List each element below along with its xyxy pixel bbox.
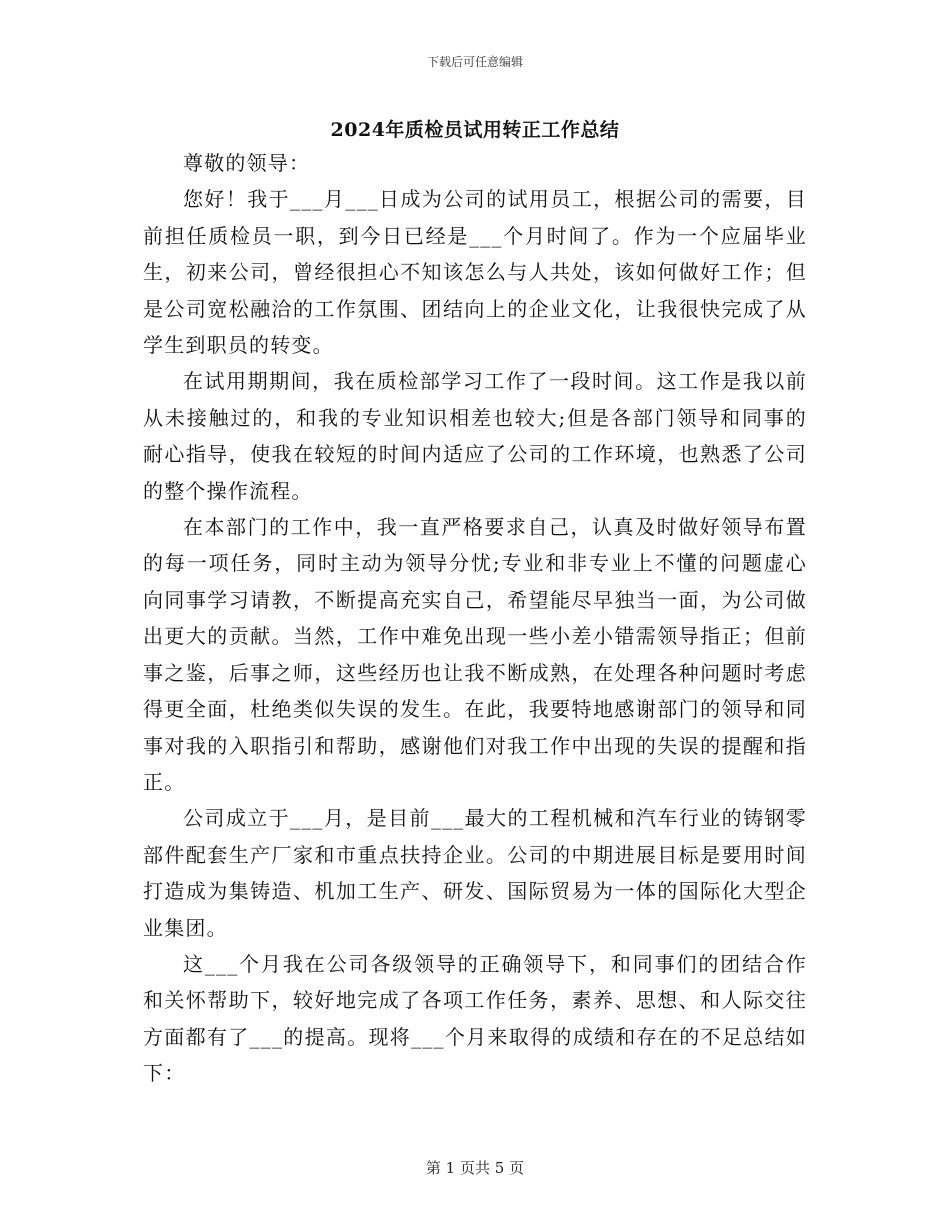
document-title: 2024年质检员试用转正工作总结	[330, 119, 620, 141]
paragraph-3: 在本部门的工作中，我一直严格要求自己，认真及时做好领导布置的每一项任务，同时主动为领导分忧;专业和非专业上不懂的问题虚心向同事学习请教，不断提高充实自己，希望能尽早独当一面，为公司做出更大的贡献。当然，工作中难免出现一些小差小错需领导指正；但前事之鉴，后事之师，这些经历也让我不断成熟，在处理各种问题时考虑得更全面，杜绝类似失误的发生。在此，我要特地感谢部门的领导和同事对我的入职指引和帮助，感谢他们对我工作中出现的失误的提醒和指正。	[143, 515, 807, 794]
paragraph-5: 这___个月我在公司各级领导的正确领导下，和同事们的团结合作和关怀帮助下，较好地完成了各项工作任务，素养、思想、和人际交往方面都有了___的提高。现将___个月来取得的成绩和存在的不足总结如下：	[143, 951, 807, 1086]
salutation: 尊敬的领导：	[183, 151, 311, 175]
header-note: 下载后可任意编辑	[426, 55, 523, 69]
paragraph-4: 公司成立于___月，是目前___最大的工程机械和汽车行业的铸钢零部件配套生产厂家和市重点扶持企业。公司的中期进展目标是要用时间打造成为集铸造、机加工生产、研发、国际贸易为一体的国际化大型企业集团。	[143, 806, 807, 940]
document-body	[143, 145, 807, 1092]
page-number: 第 1 页共 5 页	[425, 1159, 525, 1177]
paragraph-2: 在试用期期间，我在质检部学习工作了一段时间。这工作是我以前从未接触过的，和我的专业知识相差也较大;但是各部门领导和同事的耐心指导，使我在较短的时间内适应了公司的工作环境，也熟悉了公司的整个操作流程。	[143, 369, 807, 503]
paragraph-1: 您好！我于___月___日成为公司的试用员工，根据公司的需要，目前担任质检员一职，到今日已经是___个月时间了。作为一个应届毕业生，初来公司，曾经很担心不知该怎么与人共处，该如何做好工作；但是公司宽松融洽的工作氛围、团结向上的企业文化，让我很快完成了从学生到职员的转变。	[143, 187, 807, 358]
